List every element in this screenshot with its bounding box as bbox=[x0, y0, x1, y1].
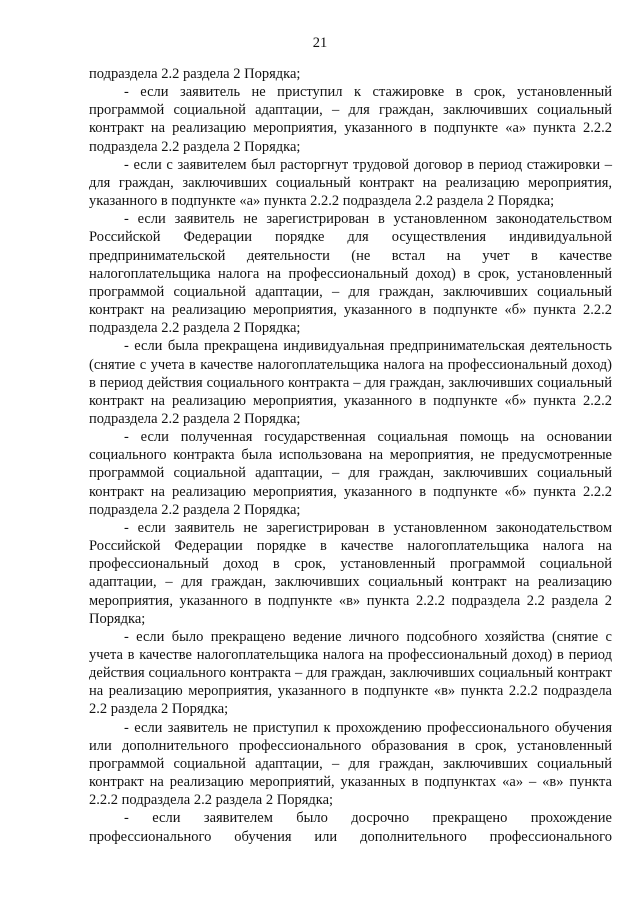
paragraph-item: - если была прекращена индивидуальная предпринимательская деятельность (снятие с учета в качестве налогоплательщика налога на профессиональный доход) в период действия социального контракта – для граждан, заключивших социальный контракт на реализацию мероприятия, указанного в подпункте «б» пункта 2.2.2 подраздела 2.2 раздела 2 Порядка; bbox=[89, 338, 612, 427]
page-number: 21 bbox=[312, 35, 328, 51]
paragraph-item: - если полученная государственная социальная помощь на основании социального контракта была использована на мероприятия, не предусмотренные программой социальной адаптации, – для граждан, заключивших социальный контракт на реализацию мероприятия, указанного в подпункте «б» пункта 2.2.2 подраздела 2.2 раздела 2 Порядка; bbox=[89, 429, 612, 518]
paragraph-item-continued: - если заявителем было досрочно прекращено прохождение профессионального обучения или дополнительного профессионального bbox=[89, 810, 612, 845]
paragraph-item: - если с заявителем был расторгнут трудовой договор в период стажировки – для граждан, заключивших социальный контракт на реализацию мероприятия, указанного в подпункте «а» пункта 2.2.2 подраздела 2.2 раздела 2 Порядка; bbox=[89, 156, 612, 210]
paragraph-item: - если заявитель не зарегистрирован в установленном законодательством Российской Федерации порядке в качестве налогоплательщика налога на профессиональный доход в срок, установленный программой социальной адаптации, – для граждан, заключивших социальный контракт на реализацию мероприятия, указанного в подпункте «в» пункта 2.2.2 подраздела 2.2 раздела 2 Порядка; bbox=[89, 519, 612, 627]
document-body bbox=[89, 65, 612, 846]
paragraph-continuation: подраздела 2.2 раздела 2 Порядка; bbox=[89, 66, 301, 82]
paragraph-item: - если было прекращено ведение личного подсобного хозяйства (снятие с учета в качестве налогоплательщика налога на профессиональный доход) в период действия социального контракта – для граждан, заключивших социальный контракт на реализацию мероприятия, указанного в подпункте «в» пункта 2.2.2 подраздела 2.2 раздела 2 Порядка; bbox=[89, 628, 612, 718]
paragraph-item: - если заявитель не приступил к прохождению профессионального обучения или дополнительного профессионального образования в срок, установленный программой социальной адаптации, – для граждан, заключивших социальный контракт на реализацию мероприятий, указанных в подпунктах «а» – «в» пункта 2.2.2 подраздела 2.2 раздела 2 Порядка; bbox=[89, 719, 612, 809]
paragraph-item: - если заявитель не приступил к стажировке в срок, установленный программой социальной адаптации, – для граждан, заключивших социальный контракт на реализацию мероприятия, указанного в подпункте «а» пункта 2.2.2 подраздела 2.2 раздела 2 Порядка; bbox=[89, 84, 612, 155]
paragraph-item: - если заявитель не зарегистрирован в установленном законодательством Российской Федерации порядке для осуществления индивидуальной предпринимательской деятельности (не встал на учет в качестве налогоплательщика налога на профессиональный доход) в срок, установленный программой социальной адаптации, – для граждан, заключивших социальный контракт на реализацию мероприятия, указанного в подпункте «б» пункта 2.2.2 подраздела 2.2 раздела 2 Порядка; bbox=[89, 211, 612, 337]
